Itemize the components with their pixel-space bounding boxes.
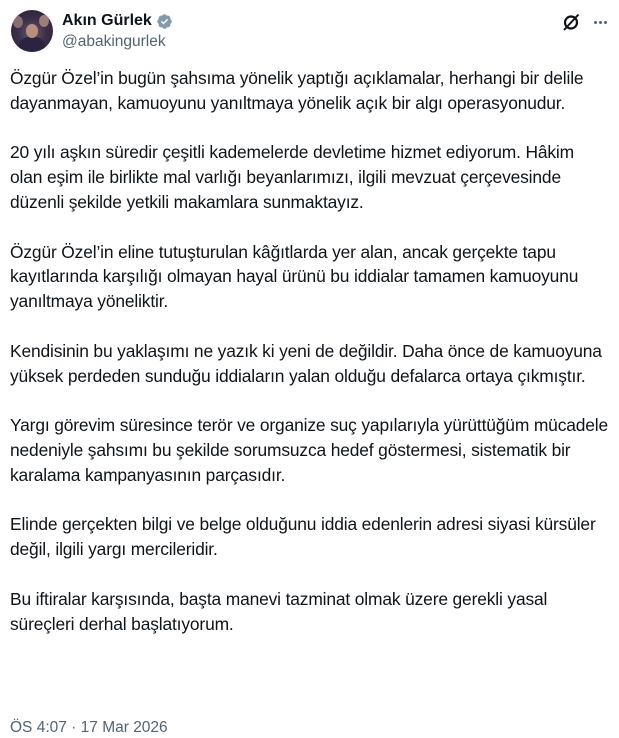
more-dot-icon	[599, 21, 602, 24]
tweet-paragraph: 20 yılı aşkın süredir çeşitli kademelerde devletime hizmet ediyorum. Hâkim olan eşim ile birlikte mal varlığı beyanlarımızı, ilgili mevzuat çerçevesinde düzenli şekilde yetkili makamlara sunmaktayız.	[10, 142, 574, 212]
avatar[interactable]	[11, 10, 53, 52]
more-dot-icon	[604, 21, 607, 24]
verified-badge-icon	[156, 13, 173, 30]
avatar-bg-person	[13, 16, 23, 28]
author-display-name[interactable]: Akın Gürlek	[62, 12, 152, 29]
tweet-paragraph: Bu iftiralar karşısında, başta manevi tazminat olmak üzere gerekli yasal süreçleri derhal başlatıyorum.	[10, 588, 548, 634]
grok-icon	[561, 12, 581, 32]
tweet-header	[0, 0, 619, 60]
avatar-bg-person	[39, 15, 49, 27]
more-dot-icon	[594, 21, 597, 24]
tweet-paragraph: Özgür Özel’in bugün şahsıma yönelik yaptığı açıklamalar, herhangi bir delile dayanmayan, kamuoyunu yanıltmaya yönelik açık bir algı operasyonudur.	[10, 68, 584, 113]
tweet-timestamp[interactable]: ÖS 4:07 · 17 Mar 2026	[10, 719, 168, 736]
author-name-row	[62, 11, 173, 31]
tweet-paragraph: Özgür Özel’in eline tutuşturulan kâğıtlarda yer alan, ancak gerçekte tapu kayıtlarında karşılığı olmayan hayal ürünü bu iddialar tamamen kamuoyunu yanıltmaya yöneliktir.	[10, 241, 579, 312]
avatar-face	[26, 24, 38, 38]
more-options-button[interactable]	[590, 14, 610, 30]
tweet-paragraph: Yargı görevim süresince terör ve organize suç yapılarıyla yürüttüğüm mücadele nedeniyle şahsımı bu şekilde sorumsuzca hedef göstermesi, sistematik bir karalama kampanyasının parçasıdır.	[10, 415, 609, 485]
avatar-body	[19, 37, 45, 52]
author-handle[interactable]: @abakingurlek	[62, 33, 166, 50]
tweet-paragraph: Elinde gerçekten bilgi ve belge olduğunu iddia edenlerin adresi siyasi kürsüler değil, ilgili yargı mercileridir.	[10, 514, 596, 560]
grok-button[interactable]	[561, 12, 581, 32]
tweet-paragraph: Kendisinin bu yaklaşımı ne yazık ki yeni de değildir. Daha önce de kamuoyuna yüksek perdeden sunduğu iddiaların yalan olduğu defalarca ortaya çıkmıştır.	[10, 340, 602, 386]
tweet-text	[10, 66, 610, 661]
